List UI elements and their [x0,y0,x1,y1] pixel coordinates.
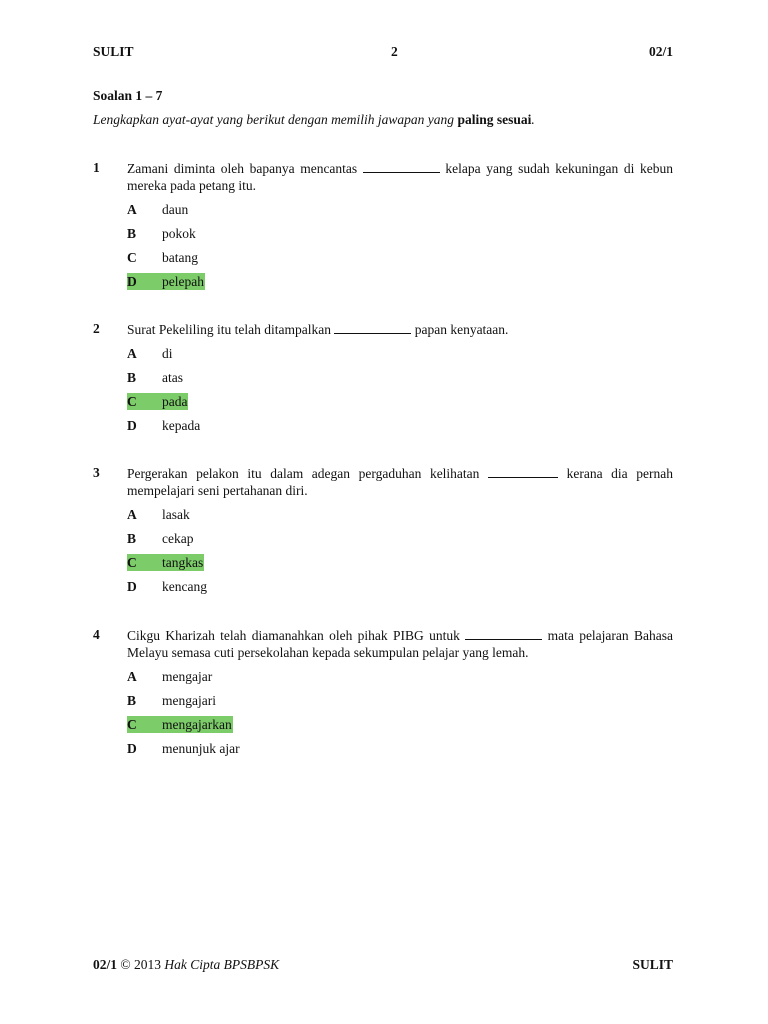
option-text: menunjuk ajar [162,741,240,756]
question-text-after: papan kenyataan. [411,322,509,337]
instruction-end: . [531,112,535,127]
question-number: 2 [93,321,100,336]
option-letter: C [127,555,137,570]
option-letter: B [127,693,137,708]
question-number: 4 [93,627,100,642]
question-text [127,627,673,661]
answer-blank [465,628,542,640]
question-text [127,465,673,499]
question-text-before: Pergerakan pelakon itu dalam adegan pergaduhan kelihatan [127,466,489,481]
footer-copyright-holder: Hak Cipta BPSBPSK [164,957,280,972]
option-letter: D [127,741,137,756]
option-text: kepada [162,418,201,433]
option-letter: D [127,274,137,289]
option-letter: A [127,507,137,522]
option-letter: A [127,346,137,361]
question-text-after: kelapa yang sudah kekuningan di kebun mereka pada petang itu. [127,161,673,193]
option-text: kencang [162,579,207,594]
option-d[interactable] [127,578,673,602]
highlighted-answer [127,554,204,571]
footer-copyright [93,957,279,973]
footer-classification: SULIT [632,957,673,972]
option-letter: C [127,394,137,409]
section-title: Soalan 1 – 7 [93,88,163,103]
answer-options [127,345,673,441]
page-number: 2 [391,44,398,59]
option-letter: A [127,669,137,684]
option-text: di [162,346,173,361]
page-header [93,44,673,62]
option-letter: B [127,226,137,241]
option-c[interactable] [127,393,673,417]
option-letter: A [127,202,137,217]
option-text: lasak [162,507,190,522]
answer-options [127,201,673,297]
question-text-before: Surat Pekeliling itu telah ditampalkan [127,322,335,337]
highlighted-answer [127,393,188,410]
option-letter: B [127,531,137,546]
question-text-before: Zamani diminta oleh bapanya mencantas [127,161,363,176]
footer-paper-code: 02/1 [93,957,118,972]
option-d[interactable] [127,417,673,441]
option-d[interactable] [127,740,673,764]
option-letter: B [127,370,137,385]
answer-blank [363,161,440,173]
option-letter: D [127,418,137,433]
header-classification: SULIT [93,44,134,59]
option-letter: D [127,579,137,594]
option-text: batang [162,250,198,265]
answer-options [127,506,673,602]
option-b[interactable] [127,369,673,393]
instruction-emphasis: paling sesuai [457,112,532,127]
question-3 [93,465,673,602]
option-a[interactable] [127,201,673,225]
question-number: 1 [93,160,100,175]
option-a[interactable] [127,506,673,530]
option-text: daun [162,202,189,217]
option-text: cekap [162,531,194,546]
option-letter: C [127,717,137,732]
option-a[interactable] [127,668,673,692]
question-1 [93,160,673,297]
question-text [127,160,673,194]
instruction [93,112,673,128]
option-text: tangkas [162,555,204,570]
option-b[interactable] [127,692,673,716]
option-text: pelepah [162,274,204,289]
question-text [127,321,673,338]
header-paper-code: 02/1 [648,44,673,59]
option-text: mengajar [162,669,213,684]
highlighted-answer [127,273,205,290]
option-text: mengajarkan [162,717,232,732]
option-c[interactable] [127,554,673,578]
instruction-text: Lengkapkan ayat-ayat yang berikut dengan memilih jawapan yang [93,112,458,127]
option-letter: C [127,250,137,265]
question-text-after: kerana dia pernah mempelajari seni pertahanan diri. [127,466,673,498]
option-b[interactable] [127,530,673,554]
option-c[interactable] [127,716,673,740]
option-text: mengajari [162,693,216,708]
question-text-before: Cikgu Kharizah telah diamanahkan oleh pihak PIBG untuk [127,628,466,643]
option-d[interactable] [127,273,673,297]
question-number: 3 [93,465,100,480]
highlighted-answer [127,716,233,733]
question-2 [93,321,673,441]
option-b[interactable] [127,225,673,249]
option-text: pokok [162,226,196,241]
answer-blank [488,466,558,478]
answer-blank [334,322,411,334]
option-a[interactable] [127,345,673,369]
footer-copyright-year: © 2013 [117,957,165,972]
option-text: atas [162,370,183,385]
option-text: pada [162,394,188,409]
question-4 [93,627,673,764]
option-c[interactable] [127,249,673,273]
answer-options [127,668,673,764]
question-text-after: mata pelajaran Bahasa Melayu semasa cuti persekolahan kepada sekumpulan pelajar yang lemah. [127,628,673,660]
